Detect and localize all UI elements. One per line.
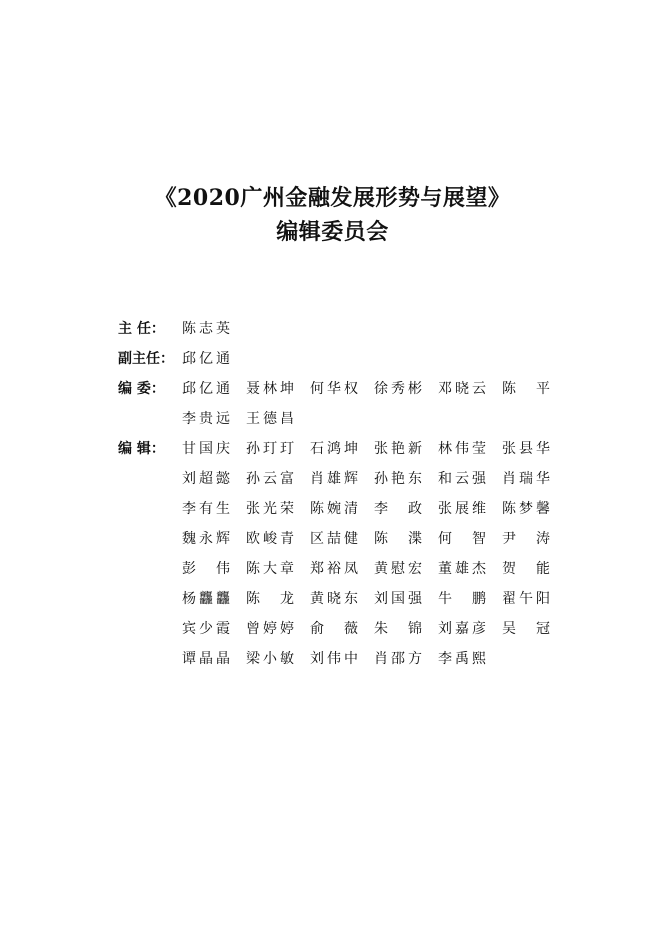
role-row-deputy-director — [118, 344, 558, 374]
person-name: 吴 冠 — [502, 621, 550, 637]
person-name: 陈 平 — [502, 381, 550, 397]
person-name: 邓晓云 — [438, 381, 486, 397]
person-name: 陈婉清 — [310, 501, 358, 517]
person-name: 李 政 — [374, 501, 422, 517]
person-name: 杨龘龘 — [182, 591, 230, 607]
person-name: 聂林坤 — [246, 381, 294, 397]
person-name: 王德昌 — [246, 411, 294, 427]
committee-heading: 编辑委员会 — [276, 219, 389, 245]
role-row-editors — [118, 434, 558, 674]
person-name: 董雄杰 — [438, 561, 486, 577]
person-name: 孙艳东 — [374, 471, 422, 487]
person-name: 曾婷婷 — [246, 621, 294, 637]
person-name: 宾少霞 — [182, 621, 230, 637]
role-row-director — [118, 314, 558, 344]
person-name: 石鸿坤 — [310, 441, 358, 457]
name-list — [182, 374, 558, 434]
person-name: 邱亿通 — [182, 351, 230, 367]
name-list — [182, 434, 558, 674]
person-name: 孙玎玎 — [246, 441, 294, 457]
person-name: 梁小敏 — [246, 651, 294, 667]
title-block — [0, 181, 665, 249]
person-name: 徐秀彬 — [374, 381, 422, 397]
person-name: 刘伟中 — [310, 651, 358, 667]
person-name: 黄慰宏 — [374, 561, 422, 577]
person-name: 陈 龙 — [246, 591, 294, 607]
committee-list — [118, 314, 558, 674]
person-name: 肖瑞华 — [502, 471, 550, 487]
person-name: 区喆健 — [310, 531, 358, 547]
person-name: 张光荣 — [246, 501, 294, 517]
person-name: 李贵远 — [182, 411, 230, 427]
person-name: 张县华 — [502, 441, 550, 457]
person-name: 贺 能 — [502, 561, 550, 577]
person-name: 陈大章 — [246, 561, 294, 577]
person-name: 牛 鹏 — [438, 591, 486, 607]
person-name: 刘嘉彦 — [438, 621, 486, 637]
person-name: 尹 涛 — [502, 531, 550, 547]
person-name: 俞 薇 — [310, 621, 358, 637]
person-name: 刘国强 — [374, 591, 422, 607]
role-row-committee-members — [118, 374, 558, 434]
book-title: 《2020广州金融发展形势与展望》 — [154, 185, 511, 211]
person-name: 欧峻青 — [246, 531, 294, 547]
person-name: 甘国庆 — [182, 441, 230, 457]
person-name: 朱 锦 — [374, 621, 422, 637]
role-label: 主 任： — [118, 321, 165, 337]
person-name: 何华权 — [310, 381, 358, 397]
person-name: 林伟莹 — [438, 441, 486, 457]
person-name: 邱亿通 — [182, 381, 230, 397]
person-name: 陈梦馨 — [502, 501, 550, 517]
person-name: 李禹熙 — [438, 651, 486, 667]
person-name: 肖雄辉 — [310, 471, 358, 487]
person-name: 翟午阳 — [502, 591, 550, 607]
person-name: 李有生 — [182, 501, 230, 517]
person-name: 张艳新 — [374, 441, 422, 457]
person-name: 孙云富 — [246, 471, 294, 487]
person-name: 刘超懿 — [182, 471, 230, 487]
role-label: 副主任： — [118, 351, 174, 367]
person-name: 黄晓东 — [310, 591, 358, 607]
person-name: 郑裕凤 — [310, 561, 358, 577]
role-label: 编 委： — [118, 381, 165, 397]
person-name: 谭晶晶 — [182, 651, 230, 667]
person-name: 魏永辉 — [182, 531, 230, 547]
name-list — [182, 344, 558, 374]
person-name: 和云强 — [438, 471, 486, 487]
person-name: 陈志英 — [182, 321, 230, 337]
role-label: 编 辑： — [118, 441, 165, 457]
person-name: 陈 渫 — [374, 531, 422, 547]
name-list — [182, 314, 558, 344]
person-name: 何 智 — [438, 531, 486, 547]
person-name: 张展维 — [438, 501, 486, 517]
person-name: 肖邵方 — [374, 651, 422, 667]
person-name: 彭 伟 — [182, 561, 230, 577]
